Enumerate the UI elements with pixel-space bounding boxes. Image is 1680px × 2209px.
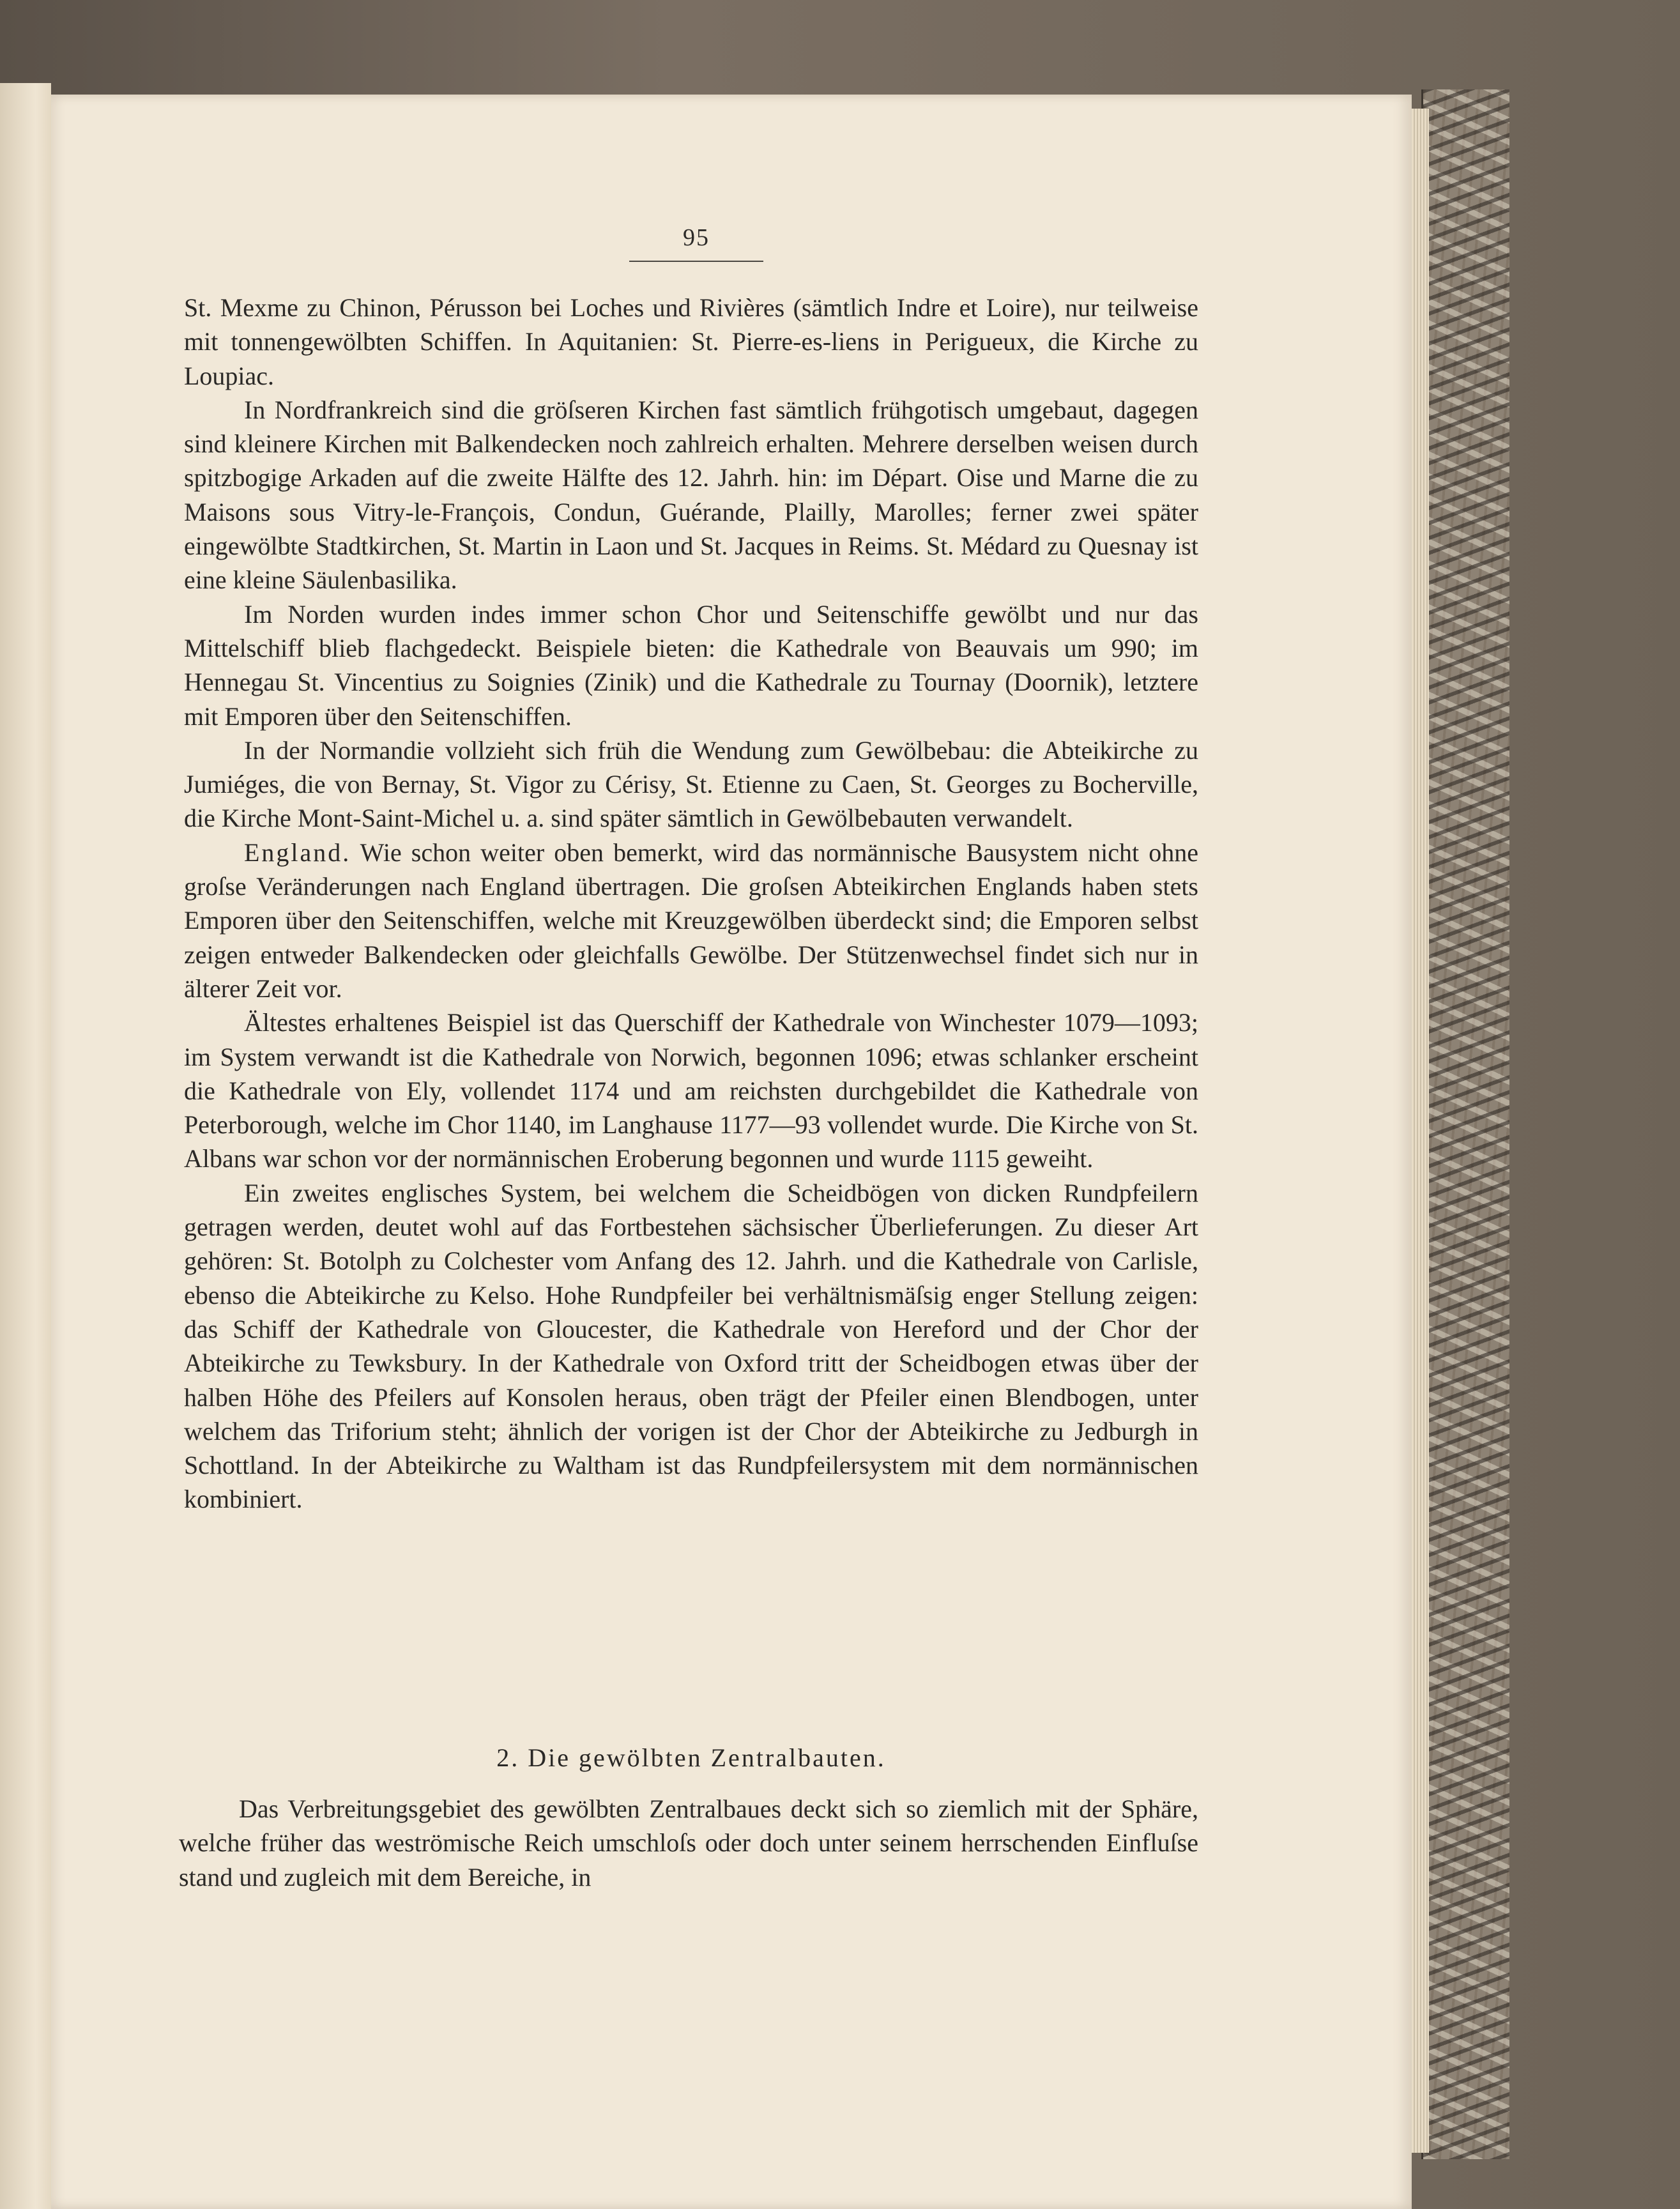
marbled-board-edge — [1421, 89, 1509, 2159]
paragraph: In Nordfrankreich sind die gröſseren Kirchen fast sämtlich frühgotisch umgebaut, dagegen sind kleinere Kirchen mit Balkendecken noch zahlreich erhalten. Mehrere derselben weisen durch spitzbogige Arkaden auf die zweite Hälfte des 12. Jahrh. hin: im Départ. Oise und Marne die zu Maisons sous Vitry-le-François, Condun, Guérande, Plailly, Marolles; ferner zwei später eingewölbte Stadtkirchen, St. Martin in Laon und St. Jacques in Reims. St. Médard zu Quesnay ist eine kleine Säulenbasilika. — [184, 395, 1198, 595]
paragraph: Das Verbreitungsgebiet des gewölbten Zentralbaues deckt sich so ziemlich mit der Sphäre, welche früher das weströmische Reich umschloſs oder doch unter seinem herrschenden Einfluſse stand und zugleich mit dem Bereiche, in — [179, 1794, 1198, 1892]
body-text — [184, 291, 1198, 1517]
section-body-text — [179, 1792, 1198, 1894]
paragraph: In der Normandie vollzieht sich früh die Wendung zum Gewölbebau: die Abteikirche zu Jumiéges, die von Bernay, St. Vigor zu Cérisy, St. Etienne zu Caen, St. Georges zu Bocherville, die Kirche Mont-Saint-Michel u. a. sind später sämtlich in Gewölbebauten verwandelt. — [184, 735, 1198, 833]
england-text: Wie schon weiter oben bemerkt, wird das normännische Bausystem nicht ohne groſse Veränderungen nach England übertragen. Die groſsen Abteikirchen Englands haben stets Emporen über den Seitenschiffen, welche mit Kreuzgewölben überdeckt sind; die Emporen selbst zeigen entweder Balkendecken oder gleichfalls Gewölbe. Der Stützenwechsel findet sich nur in älterer Zeit vor. — [184, 837, 1198, 1003]
paragraph: Ein zweites englisches System, bei welchem die Scheidbögen von dicken Rundpfeilern getragen werden, deutet wohl auf das Fortbestehen sächsischer Überlieferungen. Zu dieser Art gehören: St. Botolph zu Colchester vom Anfang des 12. Jahrh. und die Kathedrale von Carlisle, ebenso die Abteikirche zu Kelso. Hohe Rundpfeiler bei verhältnismäſsig enger Stellung zeigen: das Schiff der Kathedrale von Gloucester, die Kathedrale von Hereford und der Chor der Abteikirche zu Tewksbury. In der Kathedrale von Oxford tritt der Scheidbogen etwas über der halben Höhe des Pfeilers auf Konsolen heraus, oben trägt der Pfeiler einen Blendbogen, unter welchem das Triforium steht; ähnlich der vorigen ist der Chor der Abteikirche zu Jedburgh in Schottland. In der Abteikirche zu Waltham ist das Rundpfeilersystem mit dem normännischen kombiniert. — [184, 1178, 1198, 1514]
page-number-rule — [629, 261, 763, 262]
paragraph: Im Norden wurden indes immer schon Chor und Seitenschiffe gewölbt und nur das Mittelschiff blieb flachgedeckt. Beispiele bieten: die Kathedrale von Beauvais um 990; im Hennegau St. Vincentius zu Soignies (Zinik) und die Kathedrale zu Tournay (Doornik), letztere mit Emporen über den Seitenschiffen. — [184, 599, 1198, 731]
paragraph-england — [184, 836, 1198, 1005]
paragraph: St. Mexme zu Chinon, Pérusson bei Loches und Rivières (sämtlich Indre et Loire), nur teilweise mit tonnengewölbten Schiffen. In Aquitanien: St. Pierre-es-liens in Perigueux, die Kirche zu Loupiac. — [184, 293, 1198, 390]
page-number: 95 — [683, 224, 710, 251]
paragraph: Ältestes erhaltenes Beispiel ist das Querschiff der Kathedrale von Winchester 1079—1093; im System verwandt ist die Kathedrale von Norwich, begonnen 1096; etwas schlanker erscheint die Kathedrale von Ely, vollendet 1174 und am reichsten durchgebildet die Kathedrale von Peterborough, welche im Chor 1140, im Langhause 1177—93 vollendet wurde. Die Kirche von St. Albans war schon vor der normännischen Eroberung begonnen und wurde 1115 geweiht. — [184, 1008, 1198, 1173]
previous-page-edge — [0, 83, 51, 2209]
section-heading: 2. Die gewölbten Zentralbauten. — [496, 1743, 886, 1772]
england-lead: England. — [244, 837, 351, 867]
